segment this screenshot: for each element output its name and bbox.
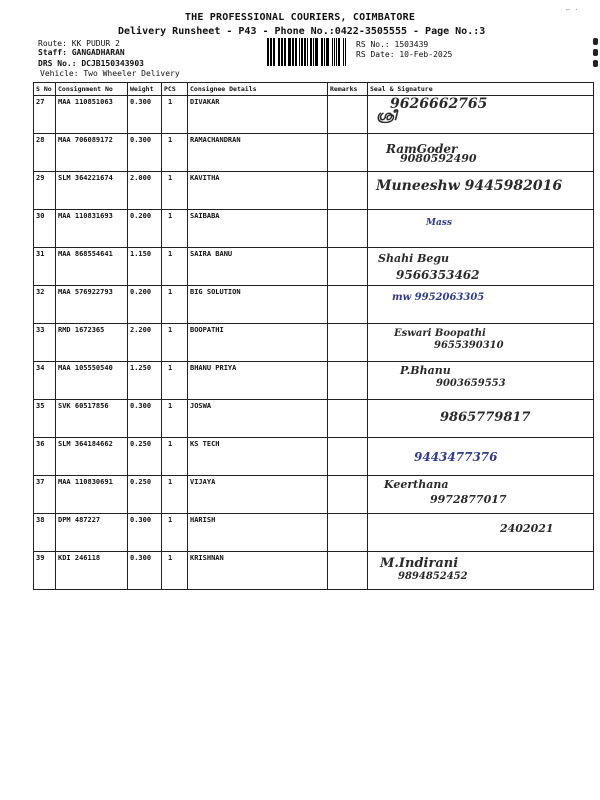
sno-cell: 28	[34, 134, 56, 172]
pcs-cell: 1	[162, 552, 188, 590]
delivery-table	[33, 82, 594, 590]
handwritten-signature: 9003659553	[436, 378, 506, 389]
consignee-cell: DIVAKAR	[188, 96, 328, 134]
staff-label: Staff: GANGADHARAN	[38, 48, 125, 57]
handwritten-signature: 9626662765	[390, 96, 488, 112]
consignee-cell: BOOPATHI	[188, 324, 328, 362]
handwritten-signature: Mass	[426, 218, 452, 228]
consignment-cell: MAA 110831693	[56, 210, 128, 248]
consignment-cell: RMD 1672365	[56, 324, 128, 362]
sno-cell: 33	[34, 324, 56, 362]
consignee-cell: RAMACHANDRAN	[188, 134, 328, 172]
header-consignee: Consignee Details	[188, 83, 328, 96]
handwritten-signature: M.Indirani	[380, 556, 459, 571]
remarks-cell	[328, 248, 368, 286]
pcs-cell: 1	[162, 96, 188, 134]
consignment-cell: SVK 60517856	[56, 400, 128, 438]
header-sno: S No	[34, 83, 56, 96]
consignment-cell: SLM 364184662	[56, 438, 128, 476]
weight-cell: 2.000	[128, 172, 162, 210]
remarks-cell	[328, 476, 368, 514]
sno-cell: 27	[34, 96, 56, 134]
consignment-cell: SLM 364221674	[56, 172, 128, 210]
sno-cell: 34	[34, 362, 56, 400]
handwritten-signature: Muneeshw 9445982016	[376, 178, 563, 194]
pcs-cell: 1	[162, 248, 188, 286]
table-row	[34, 400, 594, 438]
remarks-cell	[328, 400, 368, 438]
weight-cell: 0.300	[128, 134, 162, 172]
pcs-cell: 1	[162, 172, 188, 210]
table-row	[34, 476, 594, 514]
weight-cell: 0.250	[128, 476, 162, 514]
consignment-cell: MAA 706089172	[56, 134, 128, 172]
remarks-cell	[328, 96, 368, 134]
table-row	[34, 552, 594, 590]
table-row	[34, 172, 594, 210]
handwritten-signature: Eswari Boopathi	[394, 328, 486, 339]
table-row	[34, 324, 594, 362]
table-row	[34, 134, 594, 172]
table-row	[34, 96, 594, 134]
signature-cell	[368, 362, 594, 400]
remarks-cell	[328, 362, 368, 400]
sno-cell: 39	[34, 552, 56, 590]
handwritten-signature: 9080592490	[400, 152, 477, 165]
handwritten-signature: ശ്രീ	[376, 109, 397, 124]
table-header-row	[34, 83, 594, 96]
consignment-cell: MAA 576922793	[56, 286, 128, 324]
sno-cell: 29	[34, 172, 56, 210]
pcs-cell: 1	[162, 476, 188, 514]
table-row	[34, 248, 594, 286]
pcs-cell: 1	[162, 514, 188, 552]
rs-date: RS Date: 10-Feb-2025	[356, 50, 453, 59]
weight-cell: 1.150	[128, 248, 162, 286]
remarks-cell	[328, 172, 368, 210]
page-subtitle: Delivery Runsheet - P43 - Phone No.:0422-3505555 - Page No.:3	[118, 26, 486, 37]
weight-cell: 0.200	[128, 286, 162, 324]
sno-cell: 36	[34, 438, 56, 476]
remarks-cell	[328, 514, 368, 552]
edge-marks	[593, 38, 599, 71]
handwritten-signature: Keerthana	[384, 478, 449, 491]
handwritten-signature: 9972877017	[430, 493, 507, 506]
weight-cell: 0.200	[128, 210, 162, 248]
sno-cell: 38	[34, 514, 56, 552]
remarks-cell	[328, 438, 368, 476]
sno-cell: 32	[34, 286, 56, 324]
consignee-cell: HARISH	[188, 514, 328, 552]
signature-cell	[368, 324, 594, 362]
signature-cell	[368, 476, 594, 514]
consignee-cell: BIG SOLUTION	[188, 286, 328, 324]
header-signature: Seal & Signature	[368, 83, 594, 96]
route-label: Route: KK PUDUR 2	[38, 39, 120, 48]
pcs-cell: 1	[162, 362, 188, 400]
header-pcs: PCS	[162, 83, 188, 96]
table-row	[34, 438, 594, 476]
remarks-cell	[328, 134, 368, 172]
handwritten-signature: P.Bhanu	[400, 364, 451, 377]
table-row	[34, 210, 594, 248]
page-title: THE PROFESSIONAL COURIERS, COIMBATORE	[184, 12, 416, 23]
sno-cell: 37	[34, 476, 56, 514]
signature-cell	[368, 210, 594, 248]
signature-cell	[368, 134, 594, 172]
consignee-cell: KS TECH	[188, 438, 328, 476]
weight-cell: 0.300	[128, 552, 162, 590]
table-row	[34, 286, 594, 324]
barcode	[267, 38, 347, 66]
remarks-cell	[328, 324, 368, 362]
weight-cell: 0.250	[128, 438, 162, 476]
pcs-cell: 1	[162, 324, 188, 362]
weight-cell: 0.300	[128, 400, 162, 438]
pcs-cell: 1	[162, 134, 188, 172]
handwritten-signature: 9443477376	[414, 450, 498, 464]
consignment-cell: MAA 110851063	[56, 96, 128, 134]
header-consignment: Consignment No	[56, 83, 128, 96]
consignment-cell: MAA 110830691	[56, 476, 128, 514]
handwritten-signature: 2402021	[500, 522, 554, 535]
consignee-cell: SAIRA BANU	[188, 248, 328, 286]
weight-cell: 1.250	[128, 362, 162, 400]
consignee-cell: VIJAYA	[188, 476, 328, 514]
handwritten-signature: Shahi Begu	[378, 252, 450, 265]
signature-cell	[368, 96, 594, 134]
weight-cell: 0.300	[128, 514, 162, 552]
sno-cell: 35	[34, 400, 56, 438]
signature-cell	[368, 438, 594, 476]
signature-cell	[368, 172, 594, 210]
rs-number: RS No.: 1503439	[356, 40, 429, 49]
pcs-cell: 1	[162, 400, 188, 438]
sno-cell: 31	[34, 248, 56, 286]
signature-cell	[368, 514, 594, 552]
consignee-cell: SAIBABA	[188, 210, 328, 248]
signature-cell	[368, 400, 594, 438]
remarks-cell	[328, 552, 368, 590]
header-remarks: Remarks	[328, 83, 368, 96]
pcs-cell: 1	[162, 438, 188, 476]
remarks-cell	[328, 286, 368, 324]
table-row	[34, 362, 594, 400]
consignment-cell: MAA 105550540	[56, 362, 128, 400]
signature-cell	[368, 248, 594, 286]
weight-cell: 2.200	[128, 324, 162, 362]
handwritten-signature: RamGoder	[386, 142, 458, 156]
signature-cell	[368, 286, 594, 324]
sno-cell: 30	[34, 210, 56, 248]
weight-cell: 0.300	[128, 96, 162, 134]
handwritten-signature: 9865779817	[440, 410, 531, 425]
consignee-cell: KRISHNAN	[188, 552, 328, 590]
table-row	[34, 514, 594, 552]
consignee-cell: JOSWA	[188, 400, 328, 438]
header-weight: Weight	[128, 83, 162, 96]
pcs-cell: 1	[162, 210, 188, 248]
consignment-cell: KDI 246118	[56, 552, 128, 590]
drs-number: DRS No.: DCJB150343903	[38, 59, 144, 68]
signature-cell	[368, 552, 594, 590]
handwritten-signature: 9894852452	[398, 571, 468, 582]
pcs-cell: 1	[162, 286, 188, 324]
consignment-cell: MAA 868554641	[56, 248, 128, 286]
handwritten-signature: mw 9952063305	[392, 292, 485, 303]
consignee-cell: BHANU PRIYA	[188, 362, 328, 400]
consignment-cell: DPM 487227	[56, 514, 128, 552]
handwritten-signature: 9566353462	[396, 268, 480, 282]
vehicle-label: Vehicle: Two Wheeler Delivery	[40, 69, 180, 78]
handwritten-signature: 9655390310	[434, 340, 504, 351]
consignee-cell: KAVITHA	[188, 172, 328, 210]
remarks-cell	[328, 210, 368, 248]
corner-mark: ⌐ ·	[566, 6, 579, 14]
